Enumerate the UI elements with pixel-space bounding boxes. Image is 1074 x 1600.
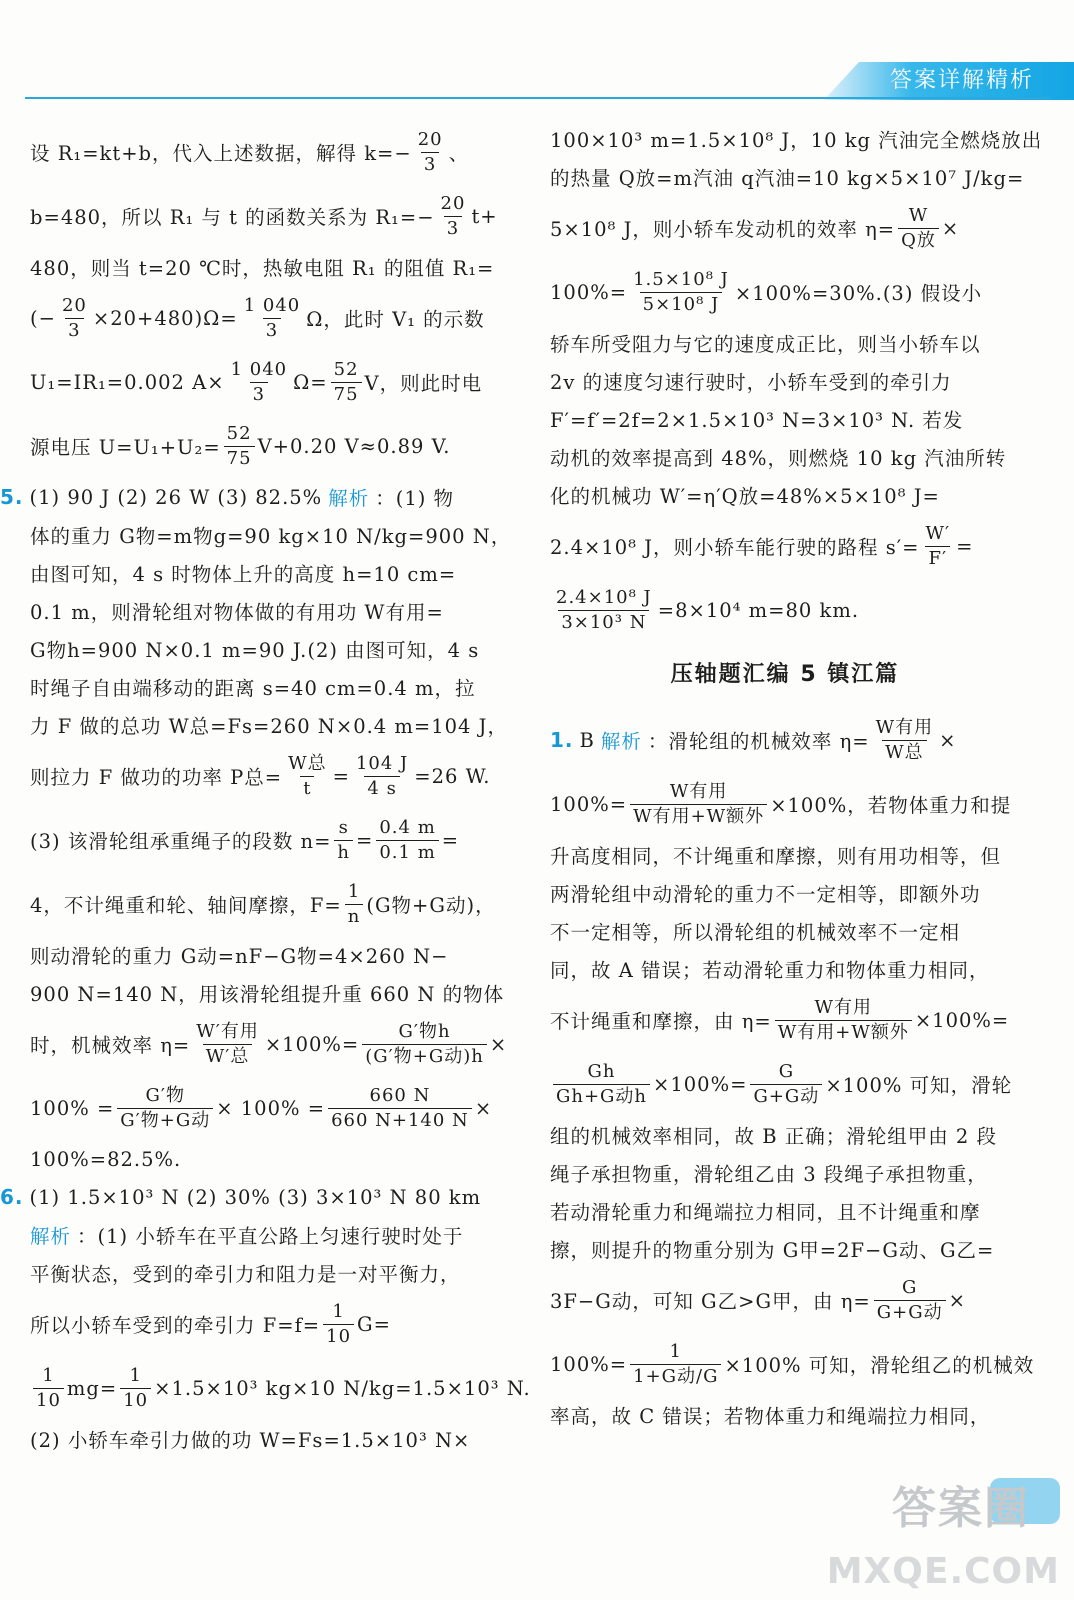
fraction bbox=[331, 358, 362, 407]
text-line: 组的机械效率相同，故 B 正确；滑轮组甲由 2 段 bbox=[550, 1125, 998, 1148]
text-line: 两滑轮组中动滑轮的重力不一定相等，即额外功 bbox=[550, 883, 981, 906]
text: Ω= bbox=[293, 370, 328, 394]
numerator: W bbox=[908, 204, 929, 226]
fraction bbox=[323, 1300, 354, 1349]
text: 则拉力 F 做功的功率 P总= bbox=[30, 766, 283, 789]
fraction bbox=[630, 268, 732, 317]
text-line: G物h=900 N×0.1 m=90 J.(2) 由图可知，4 s bbox=[30, 639, 480, 662]
text: ×100% 可知，滑轮组乙的机械效 bbox=[724, 1354, 1035, 1377]
text: ×100% 可知，滑轮 bbox=[825, 1074, 1013, 1097]
answer-text: B bbox=[579, 728, 595, 752]
analysis-label: 解析 bbox=[328, 487, 370, 510]
text-line: 化的机械功 W′=η′Q放=48%×5×10⁸ J= bbox=[550, 485, 940, 508]
text-line: 绳子承担物重，滑轮组乙由 3 段绳子承担物重， bbox=[550, 1163, 988, 1186]
numerator: W总 bbox=[288, 752, 327, 774]
text: 源电压 U=U₁+U₂= bbox=[30, 436, 221, 459]
text-line: 480，则当 t=20 ℃时，热敏电阻 R₁ 的阻值 R₁= bbox=[30, 257, 495, 280]
numerator: 2.4×10⁸ J bbox=[556, 586, 652, 608]
text-line: 同，故 A 错误；若动滑轮重力和物体重力相同， bbox=[550, 959, 990, 982]
text-line: 轿车所受阻力与它的速度成正比，则当小轿车以 bbox=[550, 333, 981, 356]
text-line bbox=[550, 578, 1020, 642]
text: V+0.20 V≈0.89 V. bbox=[257, 434, 451, 458]
denominator: (G′物+G动)h bbox=[362, 1044, 487, 1069]
numerator: 1 040 bbox=[230, 358, 288, 380]
text: b=480，所以 R₁ 与 t 的函数关系为 R₁=− bbox=[30, 206, 435, 229]
denominator: n bbox=[345, 904, 364, 929]
denominator: 75 bbox=[224, 446, 255, 471]
text-line bbox=[550, 260, 1020, 324]
text-line: 则动滑轮的重力 G动=nF−G物=4×260 N− bbox=[30, 945, 449, 968]
numerator: s bbox=[338, 816, 349, 838]
fraction bbox=[228, 358, 291, 407]
text-line bbox=[550, 1052, 1020, 1116]
text: 不计绳重和摩擦，由 η= bbox=[550, 1010, 772, 1033]
header-rule bbox=[25, 97, 1050, 99]
text: = bbox=[356, 828, 374, 852]
question-1-line bbox=[550, 708, 1020, 772]
text-line: 升高度相同，不计绳重和摩擦，则有用功相等，但 bbox=[550, 845, 1002, 868]
numerator: W′ bbox=[925, 522, 951, 544]
fraction bbox=[750, 1060, 822, 1109]
text: (− bbox=[30, 306, 56, 330]
text-line: 100×10³ m=1.5×10⁸ J，10 kg 汽油完全燃烧放出 bbox=[550, 129, 1043, 152]
numerator: 1 bbox=[42, 1364, 55, 1386]
denominator: W有用+W额外 bbox=[775, 1020, 912, 1045]
question-number: 6. bbox=[0, 1185, 24, 1209]
denominator: 3 bbox=[250, 382, 268, 407]
text-line bbox=[550, 988, 1020, 1052]
numerator: G′物 bbox=[145, 1084, 185, 1106]
text: × bbox=[941, 216, 960, 240]
text: ：(1) 物 bbox=[375, 487, 455, 510]
text-line bbox=[30, 286, 500, 350]
denominator: W总 bbox=[882, 740, 927, 765]
denominator: 3×10³ N bbox=[558, 610, 649, 635]
fraction bbox=[334, 816, 353, 865]
numerator: 52 bbox=[333, 358, 359, 380]
text: ×100%= bbox=[914, 1008, 1010, 1032]
answer-text: (1) 1.5×10³ N (2) 30% (3) 3×10³ N 80 km bbox=[29, 1185, 482, 1209]
text: × bbox=[948, 1288, 966, 1312]
text-line bbox=[30, 1216, 500, 1254]
text: 时，机械效率 η= bbox=[30, 1034, 191, 1057]
numerator: 104 J bbox=[355, 752, 409, 774]
text: 所以小轿车受到的牵引力 F=f= bbox=[30, 1314, 321, 1337]
text: =26 W. bbox=[414, 764, 491, 788]
watermark-url: MXQE.COM bbox=[826, 1551, 1060, 1592]
question-6-line bbox=[0, 1178, 500, 1216]
text: = bbox=[956, 534, 974, 558]
text: ×1.5×10³ kg×10 N/kg=1.5×10³ N. bbox=[154, 1376, 531, 1400]
text: 100%= bbox=[550, 280, 628, 304]
section-title: 压轴题汇编 5 镇江篇 bbox=[670, 662, 900, 687]
fraction bbox=[241, 294, 304, 343]
fraction bbox=[285, 752, 330, 801]
text-line bbox=[30, 808, 500, 872]
page-header bbox=[0, 0, 1074, 108]
question-5-line bbox=[0, 478, 500, 516]
denominator: 1+G动/G bbox=[630, 1364, 721, 1389]
denominator: 3 bbox=[444, 216, 462, 241]
fraction bbox=[630, 1340, 721, 1389]
text: = bbox=[441, 828, 460, 852]
text-line: 的热量 Q放=m汽油 q汽油=10 kg×5×10⁷ J/kg= bbox=[550, 167, 1025, 190]
text-line: 900 N=140 N，用该滑轮组提升重 660 N 的物体 bbox=[30, 983, 505, 1006]
denominator: 3 bbox=[421, 152, 439, 177]
text: 3F−G动，可知 G乙>G甲，由 η= bbox=[550, 1290, 871, 1313]
text: = bbox=[332, 764, 350, 788]
text: mg= bbox=[66, 1376, 118, 1400]
denominator: 10 bbox=[120, 1388, 151, 1413]
fraction bbox=[120, 1364, 151, 1413]
denominator: 10 bbox=[323, 1324, 354, 1349]
text: 100%= bbox=[550, 1352, 628, 1376]
numerator: 1 bbox=[347, 880, 361, 902]
numerator: 20 bbox=[61, 294, 87, 316]
numerator: 1 040 bbox=[243, 294, 301, 316]
fraction bbox=[873, 716, 937, 765]
text: 2.4×10⁸ J，则小轿车能行驶的路程 s′= bbox=[550, 536, 920, 559]
denominator: 5×10⁸ J bbox=[640, 292, 723, 317]
text: =8×10⁴ m=80 km. bbox=[657, 598, 860, 622]
numerator: 1.5×10⁸ J bbox=[633, 268, 729, 290]
text-line bbox=[30, 414, 500, 478]
denominator: Q放 bbox=[898, 228, 939, 253]
denominator: G+G动 bbox=[750, 1084, 822, 1109]
text-line: (2) 小轿车牵引力做的功 W=Fs=1.5×10³ N× bbox=[30, 1429, 471, 1452]
text-line bbox=[30, 184, 500, 248]
numerator: Gh bbox=[587, 1060, 616, 1082]
denominator: 0.1 m bbox=[376, 840, 438, 865]
answer-text: (1) 90 J (2) 26 W (3) 82.5% bbox=[29, 485, 323, 509]
fraction bbox=[775, 996, 912, 1045]
denominator: W有用+W额外 bbox=[630, 804, 767, 829]
question-number: 5. bbox=[0, 485, 24, 509]
text-line bbox=[30, 1012, 508, 1076]
text: 、 bbox=[448, 142, 470, 165]
denominator: h bbox=[334, 840, 353, 865]
denominator: Gh+G动h bbox=[553, 1084, 650, 1109]
numerator: 20 bbox=[417, 128, 443, 150]
text-line: F′=f′=2f=2×1.5×10³ N=3×10³ N. 若发 bbox=[550, 409, 964, 432]
numerator: 1 bbox=[669, 1340, 682, 1362]
fraction bbox=[922, 522, 953, 571]
text-line: 2v 的速度匀速行驶时，小轿车受到的牵引力 bbox=[550, 371, 952, 394]
text: ：(1) 小轿车在平直公路上匀速行驶时处于 bbox=[77, 1225, 464, 1248]
text: t+ bbox=[471, 204, 498, 228]
denominator: 10 bbox=[33, 1388, 64, 1413]
numerator: W′有用 bbox=[196, 1020, 259, 1042]
fraction bbox=[193, 1020, 262, 1069]
text: ×100%，若物体重力和提 bbox=[770, 794, 1012, 817]
fraction bbox=[345, 880, 364, 929]
numerator: W有用 bbox=[814, 996, 873, 1018]
fraction bbox=[353, 752, 411, 801]
fraction bbox=[33, 1364, 64, 1413]
numerator: 52 bbox=[226, 422, 252, 444]
fraction bbox=[553, 1060, 650, 1109]
text-line: 不一定相等，所以滑轮组的机械效率不一定相 bbox=[550, 921, 961, 944]
numerator: G′物h bbox=[398, 1020, 451, 1042]
text: ×100%= bbox=[264, 1032, 360, 1056]
text-line bbox=[30, 872, 500, 936]
numerator: 1 bbox=[129, 1364, 142, 1386]
denominator: 3 bbox=[65, 318, 83, 343]
text-line bbox=[30, 1076, 500, 1140]
text: 设 R₁=kt+b，代入上述数据，解得 k=− bbox=[30, 142, 412, 165]
numerator: 0.4 m bbox=[379, 816, 436, 838]
fraction bbox=[59, 294, 90, 343]
numerator: 660 N bbox=[369, 1084, 431, 1106]
watermark-logo-text: 答案圈 bbox=[892, 1483, 1030, 1534]
denominator: W′总 bbox=[203, 1044, 253, 1069]
fraction bbox=[553, 586, 655, 635]
denominator: G′物+G动 bbox=[117, 1108, 213, 1133]
text-line: 100%=82.5%. bbox=[30, 1147, 182, 1171]
question-number: 1. bbox=[550, 728, 574, 752]
text: (G物+G动)， bbox=[366, 894, 496, 917]
numerator: W有用 bbox=[875, 716, 934, 738]
text-line: 动机的效率提高到 48%，则燃烧 10 kg 汽油所转 bbox=[550, 447, 1007, 470]
text: V，则此时电 bbox=[364, 372, 483, 395]
text-line bbox=[30, 744, 500, 808]
text-line bbox=[30, 120, 500, 184]
numerator: 1 bbox=[332, 1300, 345, 1322]
fraction bbox=[874, 1276, 946, 1325]
denominator: G+G动 bbox=[874, 1300, 946, 1325]
watermark bbox=[826, 1472, 1060, 1592]
text: 100% = bbox=[30, 1096, 115, 1120]
text: 100%= bbox=[550, 792, 628, 816]
text: ×100%= bbox=[653, 1072, 748, 1096]
text-line: 若动滑轮重力和绳端拉力相同，且不计绳重和摩 bbox=[550, 1201, 981, 1224]
denominator: t bbox=[300, 776, 314, 801]
text: Ω，此时 V₁ 的示数 bbox=[306, 308, 485, 331]
denominator: 75 bbox=[331, 382, 362, 407]
text: ×20+480)Ω= bbox=[92, 306, 238, 330]
text: × bbox=[489, 1032, 508, 1056]
analysis-label: 解析 bbox=[600, 730, 642, 753]
text-line bbox=[550, 514, 1020, 578]
text-line: 由图可知，4 s 时物体上升的高度 h=10 cm= bbox=[30, 563, 457, 586]
text-line bbox=[30, 350, 500, 414]
text-line: 0.1 m，则滑轮组对物体做的有用功 W有用= bbox=[30, 601, 444, 624]
fraction bbox=[224, 422, 255, 471]
text: × bbox=[474, 1096, 493, 1120]
text-line: 平衡状态，受到的牵引力和阻力是一对平衡力， bbox=[30, 1263, 461, 1286]
text: G= bbox=[357, 1312, 391, 1336]
denominator: F′ bbox=[925, 546, 950, 571]
text-line bbox=[30, 1292, 500, 1356]
text-line bbox=[550, 772, 1020, 836]
text-line: 体的重力 G物=m物g=90 kg×10 N/kg=900 N， bbox=[30, 525, 512, 548]
denominator: 3 bbox=[263, 318, 281, 343]
fraction bbox=[117, 1084, 213, 1133]
header-title: 答案详解精析 bbox=[889, 68, 1034, 93]
right-column bbox=[550, 120, 1043, 1434]
denominator: 660 N+140 N bbox=[328, 1108, 472, 1133]
text: 4，不计绳重和轮、轴间摩擦，F= bbox=[30, 894, 342, 917]
text-line: 力 F 做的总功 W总=Fs=260 N×0.4 m=104 J， bbox=[30, 715, 508, 738]
text: 5×10⁸ J，则小轿车发动机的效率 η= bbox=[550, 218, 896, 241]
fraction bbox=[376, 816, 438, 865]
fraction bbox=[630, 780, 767, 829]
text-line: 率高，故 C 错误；若物体重力和绳端拉力相同， bbox=[550, 1405, 991, 1428]
fraction bbox=[438, 192, 469, 241]
fraction bbox=[898, 204, 939, 253]
text-line bbox=[550, 196, 1020, 260]
denominator: 4 s bbox=[364, 776, 399, 801]
text: U₁=IR₁=0.002 A× bbox=[30, 370, 225, 394]
fraction bbox=[362, 1020, 487, 1069]
numerator: 20 bbox=[440, 192, 466, 214]
text-line bbox=[30, 1356, 531, 1420]
fraction bbox=[328, 1084, 472, 1133]
text-line bbox=[550, 1268, 1020, 1332]
text: ×100%=30%.(3) 假设小 bbox=[734, 282, 983, 305]
analysis-label: 解析 bbox=[30, 1225, 72, 1248]
left-column bbox=[0, 120, 531, 1458]
text: ：滑轮组的机械效率 η= bbox=[647, 730, 870, 753]
text: (3) 该滑轮组承重绳子的段数 n= bbox=[30, 830, 332, 853]
text: × 100% = bbox=[216, 1096, 326, 1120]
numerator: G bbox=[778, 1060, 795, 1082]
text-line: 时绳子自由端移动的距离 s=40 cm=0.4 m，拉 bbox=[30, 677, 476, 700]
numerator: W有用 bbox=[669, 780, 728, 802]
text: × bbox=[939, 728, 957, 752]
text-line bbox=[550, 1332, 1035, 1396]
text-line: 擦，则提升的物重分别为 G甲=2F−G动、G乙= bbox=[550, 1239, 995, 1262]
fraction bbox=[415, 128, 446, 177]
numerator: G bbox=[901, 1276, 918, 1298]
